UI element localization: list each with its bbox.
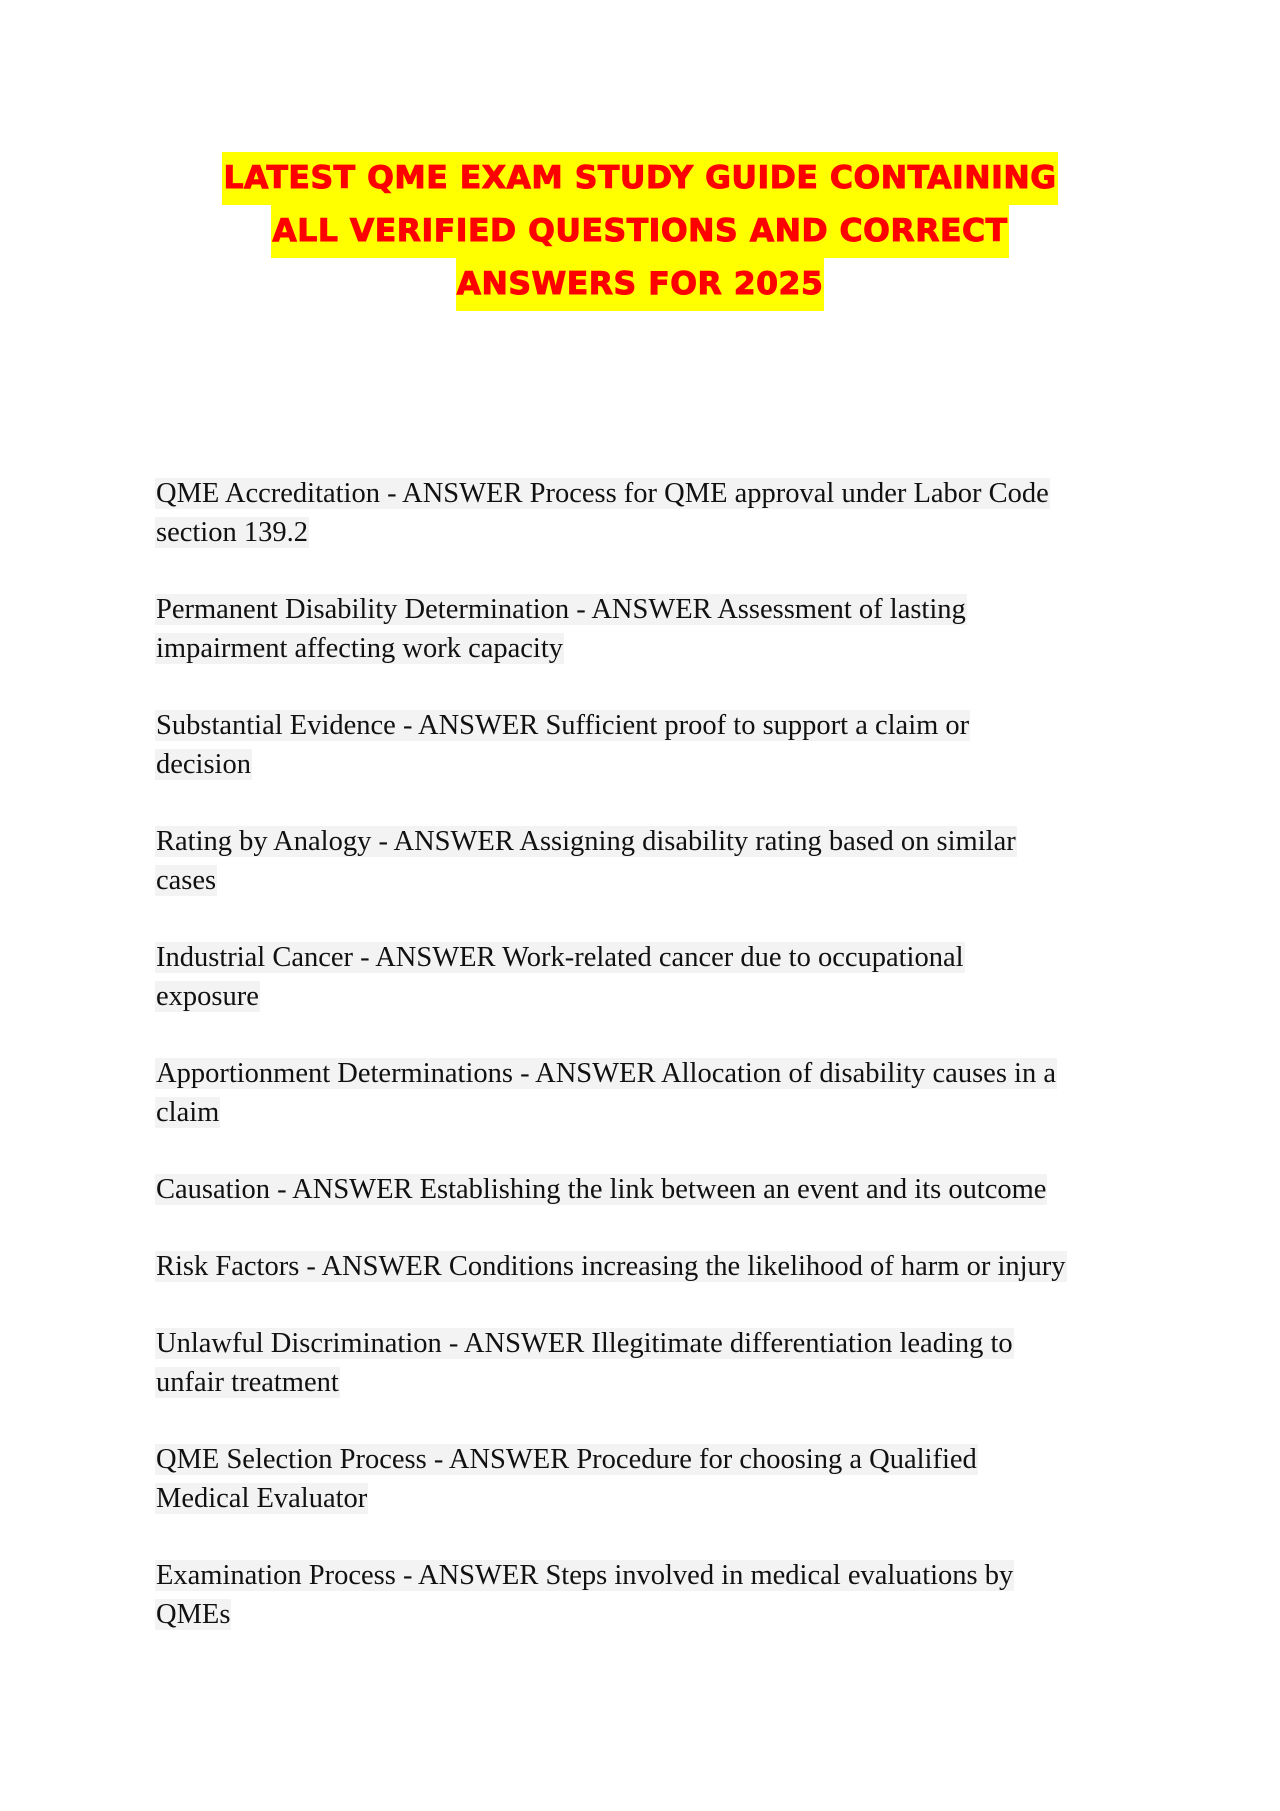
qa-item-causation bbox=[155, 1170, 1135, 1209]
qa-line: Apportionment Determinations - ANSWER Allocation of disability causes in a bbox=[156, 1058, 1056, 1089]
qa-item-qme-selection bbox=[155, 1440, 1135, 1518]
qa-item-rating-by-analogy bbox=[155, 822, 1135, 900]
qa-line: QME Accreditation - ANSWER Process for QME approval under Labor Code bbox=[156, 478, 1049, 509]
qa-line: QME Selection Process - ANSWER Procedure for choosing a Qualified bbox=[156, 1444, 977, 1475]
qa-item-apportionment bbox=[155, 1054, 1135, 1132]
qa-line: decision bbox=[156, 749, 251, 780]
qa-line: Risk Factors - ANSWER Conditions increasing the likelihood of harm or injury bbox=[156, 1251, 1066, 1282]
qa-line: impairment affecting work capacity bbox=[156, 633, 564, 664]
qa-line: claim bbox=[156, 1097, 220, 1128]
qa-item-qme-accreditation bbox=[155, 474, 1135, 552]
qa-line: Examination Process - ANSWER Steps involved in medical evaluations by bbox=[156, 1560, 1014, 1591]
qa-item-unlawful-discrimination bbox=[155, 1324, 1135, 1402]
qa-line: Industrial Cancer - ANSWER Work-related cancer due to occupational bbox=[156, 942, 964, 973]
qa-item-examination-process bbox=[155, 1556, 1135, 1634]
qa-line: Medical Evaluator bbox=[156, 1483, 368, 1514]
qa-item-permanent-disability bbox=[155, 590, 1135, 668]
qa-item-industrial-cancer bbox=[155, 938, 1135, 1016]
title-line-3: ANSWERS FOR 2025 bbox=[456, 258, 825, 311]
qa-line: section 139.2 bbox=[156, 517, 308, 548]
qa-line: Causation - ANSWER Establishing the link between an event and its outcome bbox=[156, 1174, 1047, 1205]
qa-line: QMEs bbox=[156, 1599, 231, 1630]
qa-line: Permanent Disability Determination - ANSWER Assessment of lasting bbox=[156, 594, 966, 625]
qa-list bbox=[155, 474, 1135, 1672]
qa-line: exposure bbox=[156, 981, 259, 1012]
qa-line: Unlawful Discrimination - ANSWER Illegitimate differentiation leading to bbox=[156, 1328, 1013, 1359]
title-line-2: ALL VERIFIED QUESTIONS AND CORRECT bbox=[271, 205, 1008, 258]
qa-line: Rating by Analogy - ANSWER Assigning disability rating based on similar bbox=[156, 826, 1016, 857]
qa-item-substantial-evidence bbox=[155, 706, 1135, 784]
title-line-1: LATEST QME EXAM STUDY GUIDE CONTAINING bbox=[222, 152, 1057, 205]
qa-line: Substantial Evidence - ANSWER Sufficient proof to support a claim or bbox=[156, 710, 970, 741]
qa-line: cases bbox=[156, 865, 217, 896]
page-title bbox=[0, 152, 1280, 311]
qa-item-risk-factors bbox=[155, 1247, 1135, 1286]
qa-line: unfair treatment bbox=[156, 1367, 339, 1398]
